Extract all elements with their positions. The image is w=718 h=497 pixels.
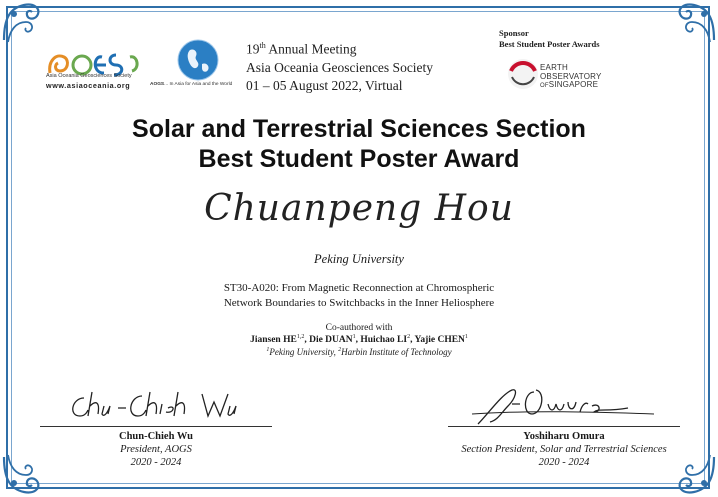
signatory-right [420,430,708,469]
signatory-right-name: Yoshiharu Omura [523,431,605,442]
aogs-caption: Asia Oceania Geosciences Society [46,73,132,79]
coauthors-list: Jiansen HE$^{1,2}$, Die DUAN$^1$, Huichao $LI^2$, Yajie CHEN$^1$ [250,334,468,346]
institutions: $^1$Peking University, $^2$Harbin Institute of Technology [266,347,452,357]
sponsor-label: Sponsor [499,28,529,38]
corner-ornament-top-left [0,0,46,46]
recipient-affiliation: Peking University [314,252,404,266]
globe-logo [176,38,220,82]
recipient-name: Chuanpeng Hou [204,188,514,229]
sponsor-block [499,28,600,50]
signatory-right-role: Section President, Solar and Terrestrial Sciences [461,444,667,455]
eos-logo-mark [506,57,540,91]
signatory-right-years: 2020 - 2024 [538,457,590,468]
corner-ornament-top-right [672,0,718,46]
signatory-left [40,430,272,469]
signatory-left-role: President, AOGS [120,444,192,455]
aogs-url: www.asiaoceania.org [46,81,131,90]
sponsor-award: Best Student Poster Awards [499,39,600,49]
award-title-line-1: Solar and Terrestrial Sciences Section [132,115,586,143]
signatory-left-years: 2020 - 2024 [130,457,182,468]
meeting-line-1: 19th Annual Meeting [246,41,357,57]
eos-wordmark: EARTH OBSERVATORY OFSINGAPORE [540,63,602,89]
globe-caption: AOGS... In Asia for Asia and the World [150,82,233,87]
meeting-line-2: Asia Oceania Geosciences Society [246,59,434,75]
award-title-line-2: Best Student Poster Award [198,145,520,173]
signature-line-right [448,426,680,427]
signature-right [468,384,658,426]
meeting-line-3: 01 – 05 August 2022, Virtual [246,77,403,93]
coauthors-label: Co-authored with [325,323,393,333]
meeting-info [246,37,433,95]
poster-title: ST30-A020: From Magnetic Reconnection at Chromospheric Network Boundaries to Switchbacks in the Inner Heliosphere [223,282,495,309]
signatory-left-name: Chun-Chieh Wu [118,431,194,442]
signature-line-left [40,426,272,427]
signature-left [62,384,252,424]
